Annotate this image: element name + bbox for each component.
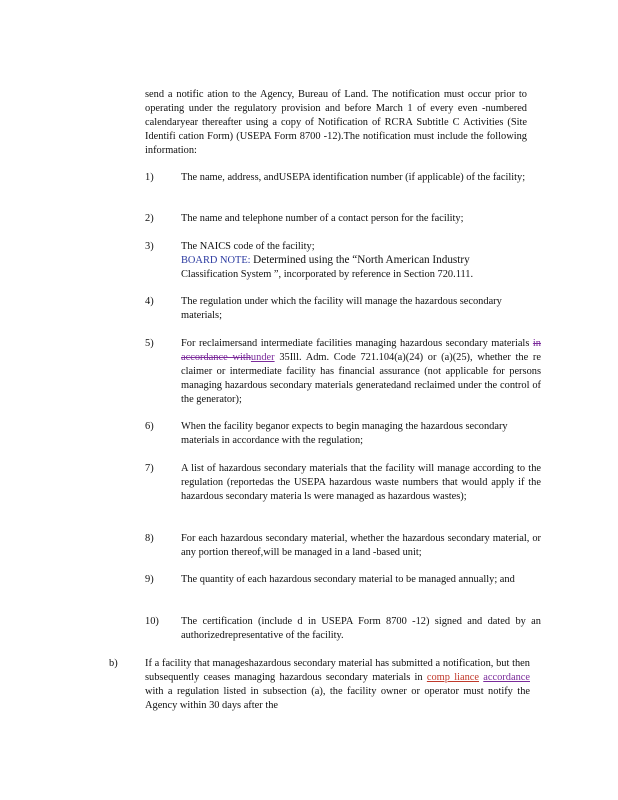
- item-text: The certification (include d in USEPA Form 8700 -12) signed and dated by an authorizedrepresentative of the facility.: [181, 616, 541, 641]
- item-text: The name and telephone number of a contact person for the facility;: [181, 213, 464, 224]
- subsection-text-end: with a regulation listed in subsection (a), the facility owner or operator must notify the Agency within 30 days after the: [145, 685, 530, 711]
- item-text: [181, 337, 541, 407]
- item-number: 5): [145, 338, 154, 349]
- item-number: 6): [145, 421, 154, 432]
- item-text: The name, address, andUSEPA identification number (if applicable) of the facility;: [181, 172, 526, 183]
- deleted-text: in accordance with: [181, 338, 541, 363]
- subsection-letter: b): [109, 658, 118, 669]
- item-text: When the facility beganor expects to begin managing the hazardous secondary materials in accordance with the regulation;: [181, 421, 508, 446]
- item-text: For each hazardous secondary material, whether the hazardous secondary material, or any portion thereof,will be managed in a land -based unit;: [181, 533, 541, 558]
- item-text-start: For reclaimersand intermediate facilities managing hazardous secondary materials: [181, 338, 530, 349]
- intro-paragraph: send a notific ation to the Agency, Bureau of Land. The notification must occur prior to operating under the regulatory provision and before March 1 of every even -numbered calendaryear thereafter using a copy of Notification of RCRA Subtitle C Activities (Site Identifi cation Form) (USEPA Form 8700 -12).The notification must include the following information:: [145, 89, 527, 156]
- item-number: 10): [145, 616, 159, 627]
- board-note-text: Determined using the “North American Industry: [253, 253, 470, 266]
- inserted-text: under: [250, 351, 275, 363]
- subsection-text-start: If a facility that manageshazardous secondary material has submitted a notification, but then subsequently ceases managing hazardous secondary materials in: [145, 658, 530, 683]
- revised-word-1: comp liance: [426, 671, 480, 683]
- item-number: 1): [145, 172, 154, 183]
- item-text: [181, 240, 541, 282]
- board-note-rest: Classification System ”, incorporated by reference in Section 720.111.: [181, 268, 474, 280]
- item-text-main: The NAICS code of the facility;: [181, 241, 315, 252]
- revised-word-2: accordance: [483, 671, 530, 683]
- item-text: A list of hazardous secondary materials that the facility will manage according to the regulation (reportedas the USEPA hazardous waste numbers that would apply if the hazardous secondary materia ls were managed as hazardous wastes);: [181, 463, 541, 502]
- item-number: 9): [145, 574, 154, 585]
- item-text-end: 35Ill. Adm. Code 721.104(a)(24) or (a)(25), whether the re claimer or intermediate facility has financial assurance (not applicable for persons managing hazardous secondary materials generatedand reclaimed under the control of the generator);: [181, 351, 541, 405]
- item-number: 7): [145, 463, 154, 474]
- item-number: 4): [145, 296, 154, 307]
- item-text: The quantity of each hazardous secondary material to be managed annually; and: [181, 574, 515, 585]
- item-text: The regulation under which the facility will manage the hazardous secondary materials;: [181, 296, 502, 321]
- item-number: 3): [145, 241, 154, 252]
- item-number: 2): [145, 213, 154, 224]
- subsection-text: [145, 657, 530, 713]
- board-note-label: BOARD NOTE:: [181, 254, 251, 266]
- item-number: 8): [145, 533, 154, 544]
